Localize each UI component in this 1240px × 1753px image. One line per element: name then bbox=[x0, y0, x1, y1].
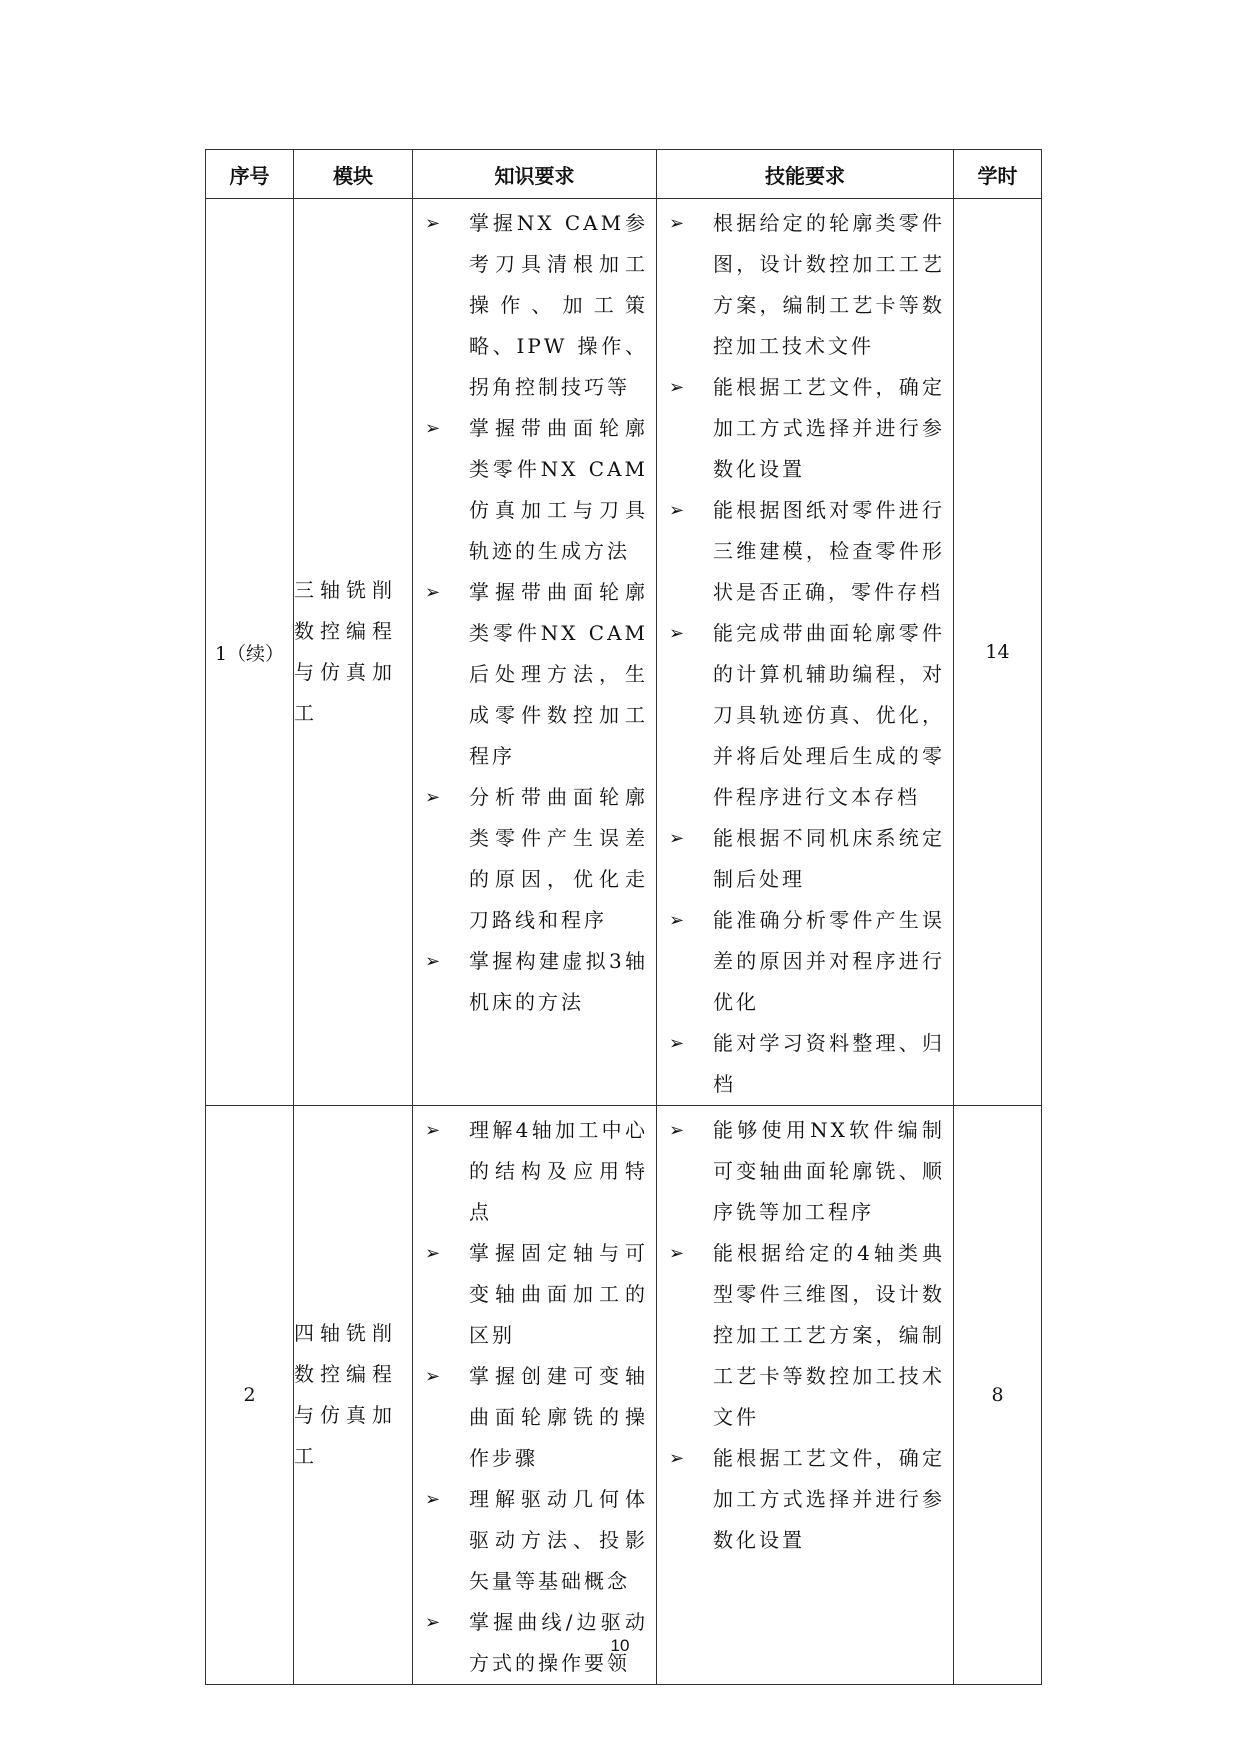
list-item: ➢ 能根据工艺文件，确定加工方式选择并进行参数化设置 bbox=[657, 1438, 945, 1561]
list-item: ➢ 能完成带曲面轮廓零件的计算机辅助编程，对刀具轨迹仿真、优化，并将后处理后生成的零件程序进行文本存档 bbox=[657, 613, 945, 818]
row-seq: 1（续） bbox=[206, 199, 294, 1106]
arrow-bullet-icon: ➢ bbox=[425, 787, 441, 808]
arrow-bullet-icon: ➢ bbox=[669, 213, 685, 234]
course-table bbox=[205, 149, 1042, 1685]
row-module: 四轴铣削数控编程与仿真加工 bbox=[294, 1106, 413, 1685]
list-item: ➢ 掌握固定轴与可变轴曲面加工的区别 bbox=[413, 1233, 648, 1356]
knowledge-list bbox=[413, 1106, 656, 1684]
list-item: ➢ 理解4轴加工中心的结构及应用特点 bbox=[413, 1110, 648, 1233]
row-seq: 2 bbox=[206, 1106, 294, 1685]
page-number: 10 bbox=[610, 1636, 630, 1655]
arrow-bullet-icon: ➢ bbox=[669, 828, 685, 849]
arrow-bullet-icon: ➢ bbox=[669, 1448, 685, 1469]
arrow-bullet-icon: ➢ bbox=[669, 377, 685, 398]
skill-cell bbox=[657, 199, 954, 1106]
table-row bbox=[206, 199, 1042, 1106]
header-skill: 技能要求 bbox=[657, 150, 954, 199]
list-item: ➢ 能根据不同机床系统定制后处理 bbox=[657, 818, 945, 900]
header-hours: 学时 bbox=[954, 150, 1042, 199]
list-item: ➢ 能根据给定的4轴类典型零件三维图，设计数控加工工艺方案，编制工艺卡等数控加工技术文件 bbox=[657, 1233, 945, 1438]
list-item: ➢ 能根据工艺文件，确定加工方式选择并进行参数化设置 bbox=[657, 367, 945, 490]
header-seq: 序号 bbox=[206, 150, 294, 199]
knowledge-cell bbox=[413, 1106, 657, 1685]
list-item: ➢ 理解驱动几何体驱动方法、投影矢量等基础概念 bbox=[413, 1479, 648, 1602]
arrow-bullet-icon: ➢ bbox=[425, 582, 441, 603]
list-item: ➢ 分析带曲面轮廓类零件产生误差的原因，优化走刀路线和程序 bbox=[413, 777, 648, 941]
arrow-bullet-icon: ➢ bbox=[425, 1243, 441, 1264]
arrow-bullet-icon: ➢ bbox=[425, 213, 441, 234]
list-item: ➢ 掌握带曲面轮廓类零件NX CAM仿真加工与刀具轨迹的生成方法 bbox=[413, 408, 648, 572]
list-item: ➢ 掌握曲线/边驱动方式的操作要领 bbox=[413, 1602, 648, 1684]
table-row bbox=[206, 1106, 1042, 1685]
list-item: ➢ 掌握带曲面轮廓类零件NX CAM后处理方法，生成零件数控加工程序 bbox=[413, 572, 648, 777]
arrow-bullet-icon: ➢ bbox=[669, 500, 685, 521]
list-item: ➢ 能根据图纸对零件进行三维建模，检查零件形状是否正确，零件存档 bbox=[657, 490, 945, 613]
header-knowledge: 知识要求 bbox=[413, 150, 657, 199]
knowledge-list bbox=[413, 199, 656, 1023]
arrow-bullet-icon: ➢ bbox=[425, 951, 441, 972]
arrow-bullet-icon: ➢ bbox=[425, 1366, 441, 1387]
list-item: ➢ 根据给定的轮廓类零件图，设计数控加工工艺方案，编制工艺卡等数控加工技术文件 bbox=[657, 203, 945, 367]
list-item: ➢ 掌握构建虚拟3轴机床的方法 bbox=[413, 941, 648, 1023]
arrow-bullet-icon: ➢ bbox=[669, 1243, 685, 1264]
arrow-bullet-icon: ➢ bbox=[669, 1033, 685, 1054]
list-item: ➢ 能够使用NX软件编制可变轴曲面轮廓铣、顺序铣等加工程序 bbox=[657, 1110, 945, 1233]
arrow-bullet-icon: ➢ bbox=[425, 1120, 441, 1141]
row-hours: 14 bbox=[954, 199, 1042, 1106]
list-item: ➢ 掌握NX CAM参考刀具清根加工操作、加工策略、IPW 操作、拐角控制技巧等 bbox=[413, 203, 648, 408]
list-item: ➢ 能对学习资料整理、归档 bbox=[657, 1023, 945, 1105]
list-item: ➢ 掌握创建可变轴曲面轮廓铣的操作步骤 bbox=[413, 1356, 648, 1479]
arrow-bullet-icon: ➢ bbox=[425, 1489, 441, 1510]
skill-list bbox=[657, 1106, 953, 1561]
row-hours: 8 bbox=[954, 1106, 1042, 1685]
header-module: 模块 bbox=[294, 150, 413, 199]
arrow-bullet-icon: ➢ bbox=[669, 910, 685, 931]
arrow-bullet-icon: ➢ bbox=[425, 1612, 441, 1633]
knowledge-cell bbox=[413, 199, 657, 1106]
skill-cell bbox=[657, 1106, 954, 1685]
arrow-bullet-icon: ➢ bbox=[669, 623, 685, 644]
header-row bbox=[206, 150, 1042, 199]
skill-list bbox=[657, 199, 953, 1105]
arrow-bullet-icon: ➢ bbox=[669, 1120, 685, 1141]
list-item: ➢ 能准确分析零件产生误差的原因并对程序进行优化 bbox=[657, 900, 945, 1023]
arrow-bullet-icon: ➢ bbox=[425, 418, 441, 439]
row-module: 三轴铣削数控编程与仿真加工 bbox=[294, 199, 413, 1106]
